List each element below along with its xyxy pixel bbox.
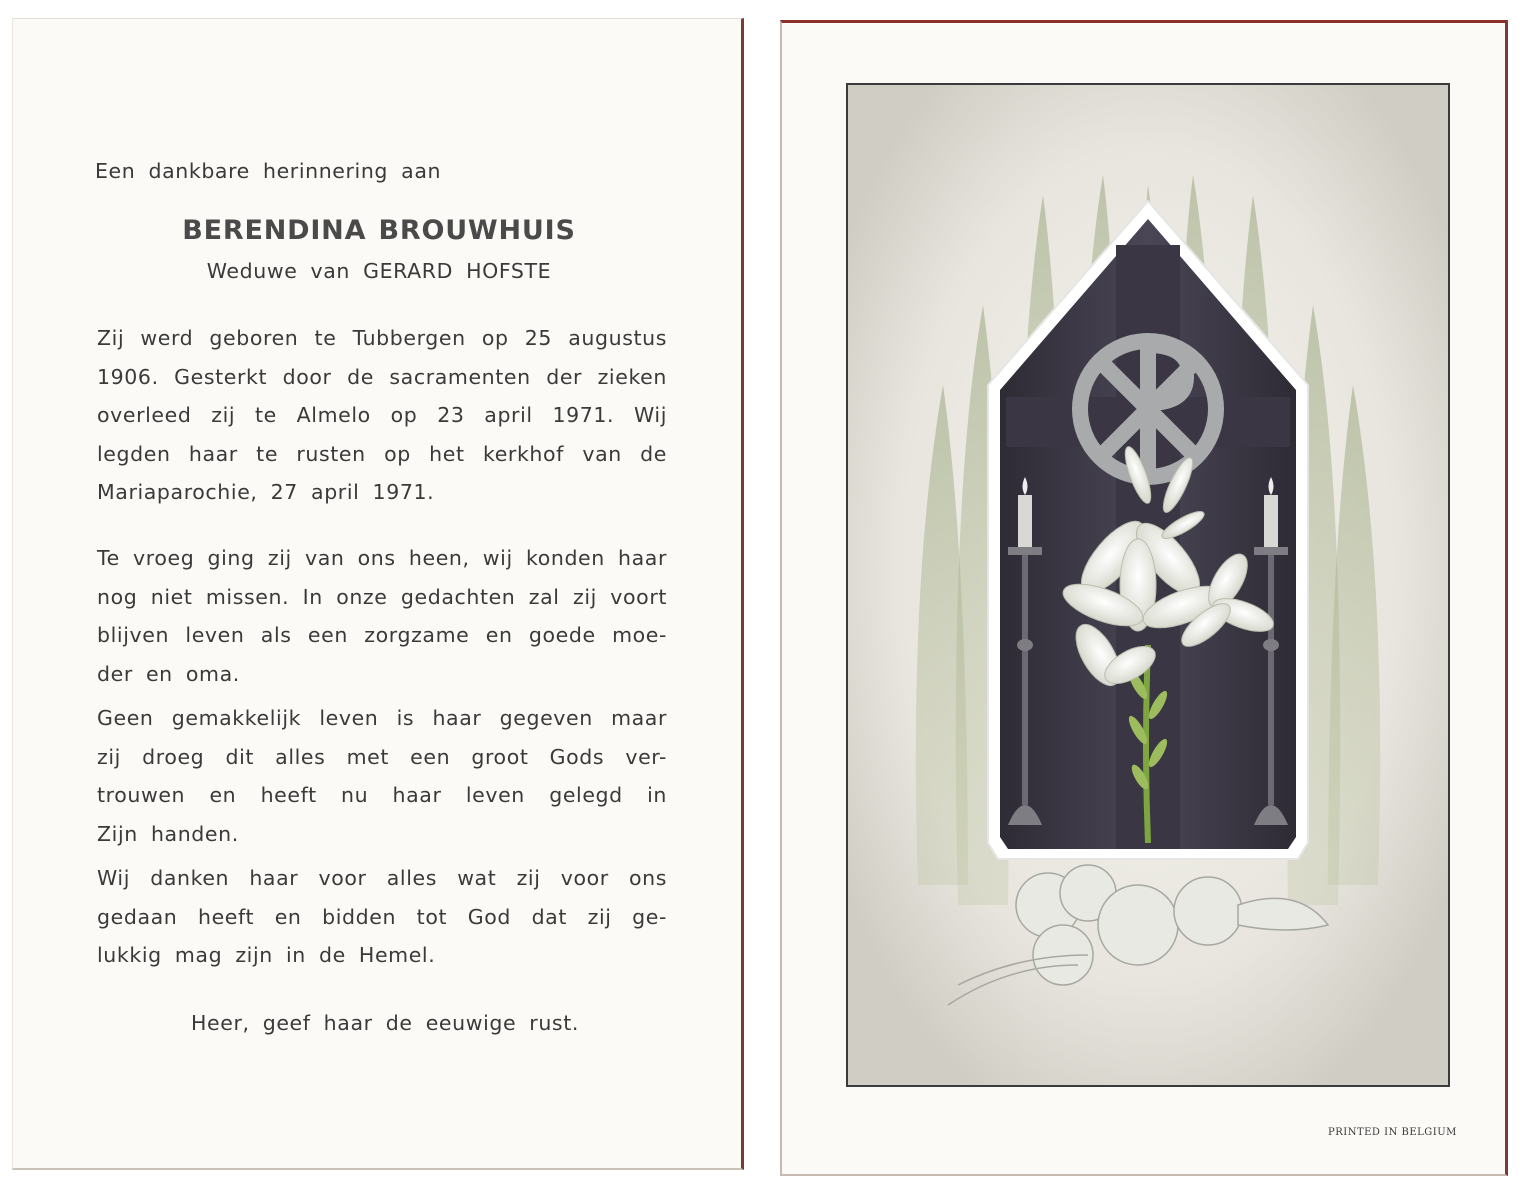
text-line: der en oma. xyxy=(97,661,240,686)
text-line: gedaan heeft en bidden tot God dat zij ge- xyxy=(97,904,667,929)
paragraph-birth-death xyxy=(97,319,667,512)
text-line: nog niet missen. In onze gedachten zal zij voort xyxy=(97,584,667,609)
text-line: Zij werd geboren te Tubbergen op 25 augustus xyxy=(97,326,667,350)
paragraph-remembrance xyxy=(97,539,667,693)
text-line: Mariaparochie, 27 april 1971. xyxy=(97,480,435,504)
text-line: legden haar te rusten op het kerkhof van de xyxy=(97,441,667,466)
text-line: overleed zij te Almelo op 23 april 1971. Wij xyxy=(97,403,667,427)
widow-of-line: Weduwe van GERARD HOFSTE xyxy=(206,259,552,283)
text-line: zij droeg dit alles met een groot Gods ver- xyxy=(97,744,667,769)
text-line: Geen gemakkelijk leven is haar gegeven maar xyxy=(97,706,667,730)
deceased-name: BERENDINA BROUWHUIS xyxy=(182,215,576,246)
paragraph-life xyxy=(97,699,667,853)
devotional-illustration xyxy=(846,83,1450,1087)
memorial-card-image-side xyxy=(780,20,1508,1176)
illustration-svg xyxy=(848,85,1448,1085)
lily-stem xyxy=(1146,645,1148,843)
printer-note: PRINTED IN BELGIUM xyxy=(1328,1127,1457,1138)
text-line: Zijn handen. xyxy=(97,821,239,846)
text-line: trouwen en heeft nu haar leven gelegd in xyxy=(97,783,667,807)
text-line: lukkig mag zijn in de Hemel. xyxy=(97,943,436,967)
memorial-card-text-side xyxy=(12,18,744,1170)
text-line: Wij danken haar voor alles wat zij voor ons xyxy=(97,866,667,890)
text-line: blijven leven als een zorgzame en goede moe- xyxy=(97,623,667,647)
text-line: Te vroeg ging zij van ons heen, wij konden haar xyxy=(97,546,667,570)
paragraph-thanks xyxy=(97,859,667,975)
closing-prayer: Heer, geef haar de eeuwige rust. xyxy=(191,1011,579,1035)
text-line: 1906. Gesterkt door de sacramenten der zieken xyxy=(97,364,667,389)
intro-line: Een dankbare herinnering aan xyxy=(95,159,442,183)
